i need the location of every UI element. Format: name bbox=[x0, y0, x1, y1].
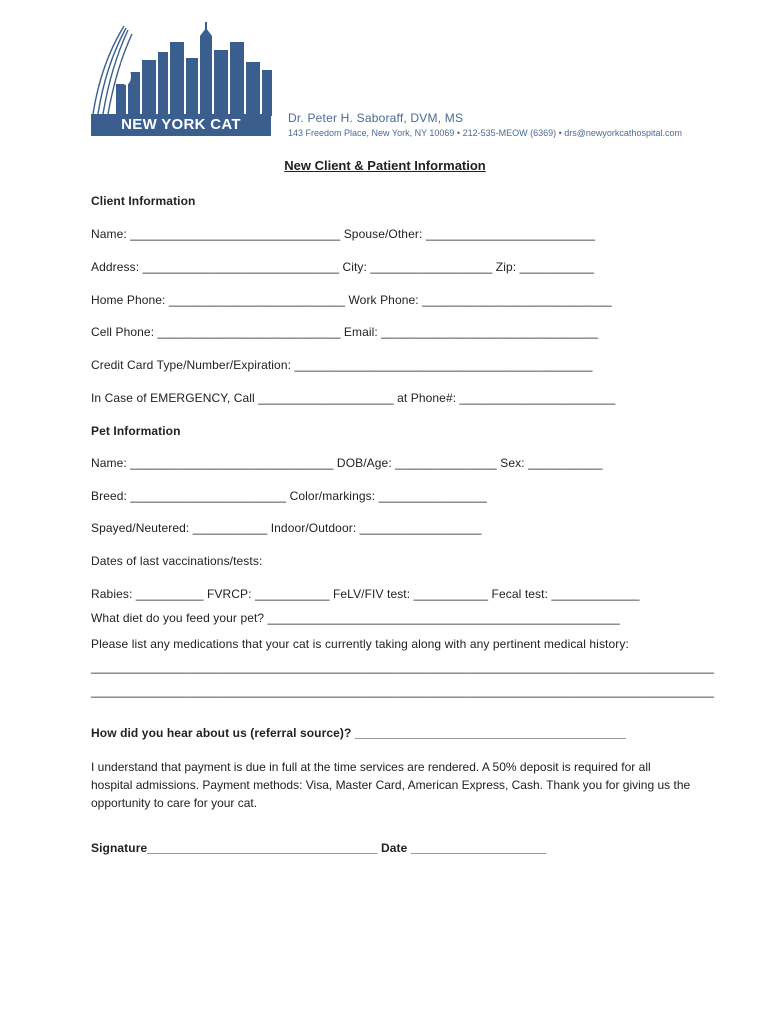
pet-breed-line[interactable]: Breed: _______________________ Color/markings: ________________ bbox=[91, 489, 487, 503]
payment-statement: I understand that payment is due in full at the time services are rendered. A 50% deposit is required for all hospital admissions. Payment methods: Visa, Master Card, American Express, Cash. Thank you for giving us the opportunity to care for your cat. bbox=[91, 760, 691, 810]
vaccination-tests-line[interactable]: Rabies: __________ FVRCP: ___________ FeLV/FIV test: ___________ Fecal test: _____________ bbox=[91, 587, 640, 601]
medications-blank-1[interactable]: ____________________________________________________________________________________________ bbox=[91, 660, 715, 674]
pet-info-heading: Pet Information bbox=[91, 424, 181, 438]
signature-line[interactable]: Signature__________________________________ Date ____________________ bbox=[91, 841, 547, 855]
client-cell-email-line[interactable]: Cell Phone: ___________________________ Email: ________________________________ bbox=[91, 325, 599, 339]
medications-blank-2[interactable]: ____________________________________________________________________________________________ bbox=[91, 684, 715, 698]
medications-label: Please list any medications that your cat is currently taking along with any pertinent medical history: bbox=[91, 637, 629, 651]
client-name-line[interactable]: Name: _______________________________ Spouse/Other: _________________________ bbox=[91, 227, 596, 241]
vaccinations-label: Dates of last vaccinations/tests: bbox=[91, 554, 263, 568]
doctor-name: Dr. Peter H. Saboraff, DVM, MS bbox=[288, 111, 464, 125]
client-phone-line[interactable]: Home Phone: __________________________ Work Phone: ____________________________ bbox=[91, 293, 612, 307]
form-title: New Client & Patient Information bbox=[284, 158, 486, 173]
hospital-address: 143 Freedom Place, New York, NY 10069 • 212-535-MEOW (6369) • drs@newyorkcathospital.com bbox=[288, 128, 682, 138]
diet-line[interactable]: What diet do you feed your pet? ____________________________________________________ bbox=[91, 611, 620, 625]
pet-name-line[interactable]: Name: ______________________________ DOB/Age: _______________ Sex: ___________ bbox=[91, 456, 603, 470]
logo-wordmark: NEW YORK CAT HOSPITAL bbox=[91, 114, 271, 136]
client-address-line[interactable]: Address: _____________________________ City: __________________ Zip: ___________ bbox=[91, 260, 595, 274]
credit-card-line[interactable]: Credit Card Type/Number/Expiration: ____________________________________________ bbox=[91, 358, 593, 372]
emergency-contact-line[interactable]: In Case of EMERGENCY, Call ____________________ at Phone#: _______________________ bbox=[91, 391, 616, 405]
referral-line[interactable]: How did you hear about us (referral source)? ________________________________________ bbox=[91, 726, 626, 740]
client-info-heading: Client Information bbox=[91, 194, 196, 208]
pet-spayed-line[interactable]: Spayed/Neutered: ___________ Indoor/Outdoor: __________________ bbox=[91, 521, 482, 535]
